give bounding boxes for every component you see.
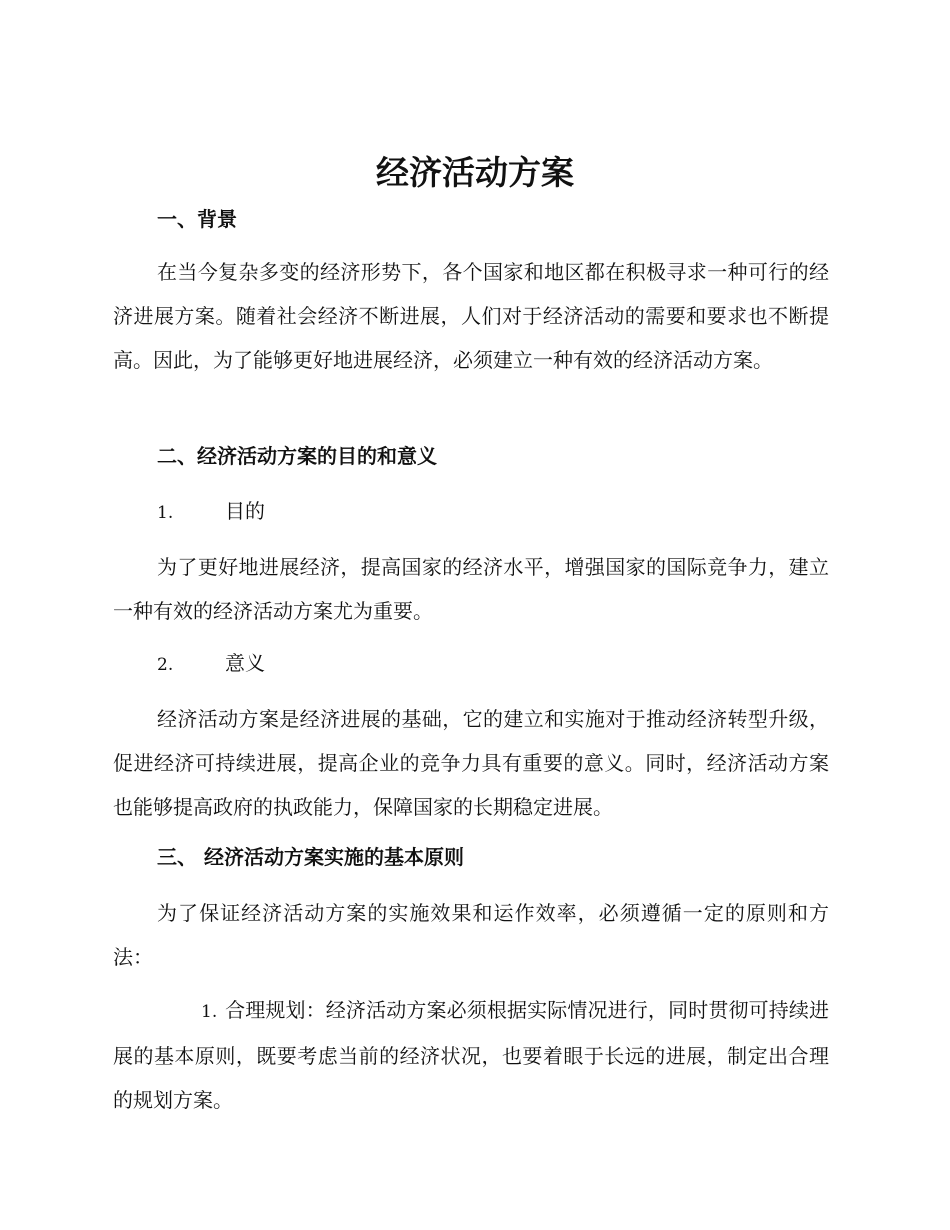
meaning-item — [157, 648, 265, 680]
purpose-paragraph: 为了更好地进展经济，提高国家的经济水平，增强国家的国际竞争力，建立一种有效的经济活动方案尤为重要。 — [113, 555, 829, 623]
meaning-item-label: 意义 — [225, 651, 265, 675]
section-heading-background: 一、背景 — [157, 207, 237, 231]
principle-item-1-text: 合理规划：经济活动方案必须根据实际情况进行，同时贯彻可持续进展的基本原则，既要考虑当前的经济状况，也要着眼于长远的进展，制定出合理的规划方案。 — [113, 998, 829, 1112]
section-heading-principles: 三、 经济活动方案实施的基本原则 — [157, 845, 464, 869]
section-heading-purpose: 二、经济活动方案的目的和意义 — [157, 444, 437, 468]
background-paragraph: 在当今复杂多变的经济形势下，各个国家和地区都在积极寻求一种可行的经济进展方案。随着社会经济不断进展，人们对于经济活动的需要和要求也不断提高。因此，为了能够更好地进展经济，必须建立一种有效的经济活动方案。 — [113, 260, 829, 372]
principle-item-1 — [113, 988, 829, 1122]
meaning-paragraph: 经济活动方案是经济进展的基础，它的建立和实施对于推动经济转型升级，促进经济可持续进展，提高企业的竞争力具有重要的意义。同时，经济活动方案也能够提高政府的执政能力，保障国家的长期稳定进展。 — [113, 707, 829, 819]
list-number: 1. — [201, 1002, 218, 1022]
list-number: 2. — [157, 655, 174, 675]
list-number: 1. — [157, 503, 174, 523]
purpose-item-label: 目的 — [225, 499, 265, 523]
document-title: 经济活动方案 — [376, 153, 574, 192]
principles-paragraph: 为了保证经济活动方案的实施效果和运作效率，必须遵循一定的原则和方法： — [113, 901, 829, 969]
purpose-item — [157, 496, 265, 528]
